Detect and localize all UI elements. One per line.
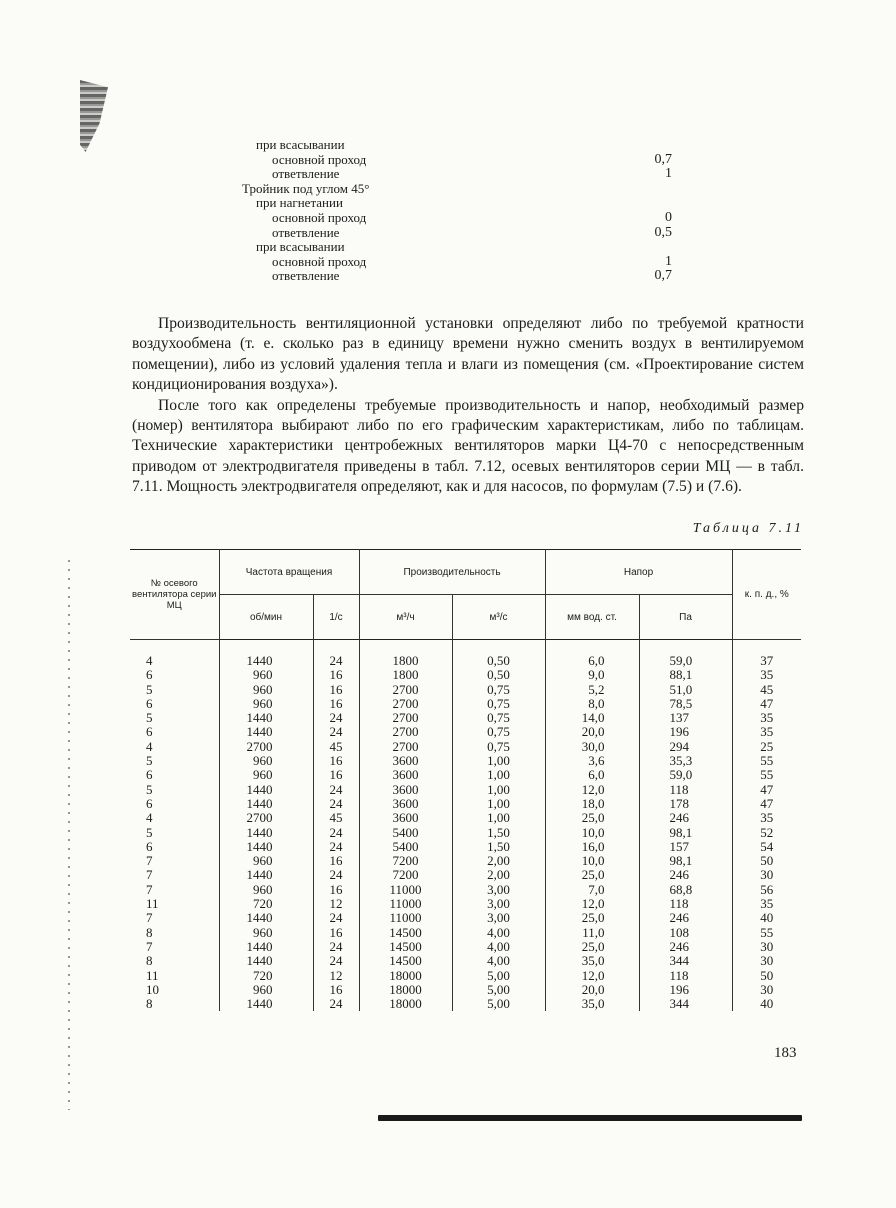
cell-head-pa: 108	[639, 926, 732, 940]
cell-capacity-second: 5,00	[452, 969, 545, 983]
coefficient-label: Тройник под углом 45°	[242, 180, 370, 196]
cell-head-pa: 246	[639, 811, 732, 825]
cell-head-pa: 246	[639, 911, 732, 925]
cell-fan-number: 5	[146, 753, 153, 769]
cell-speed-rpm: 960	[219, 926, 313, 940]
cell-head-mm: 10,0	[545, 854, 639, 868]
cell-speed-hz: 24	[313, 711, 359, 725]
cell-capacity-second: 1,00	[452, 797, 545, 811]
cell-head-mm: 11,0	[545, 926, 639, 940]
cell-fan-number: 7	[146, 853, 153, 869]
cell-speed-rpm: 960	[219, 983, 313, 997]
cell-capacity-second: 0,75	[452, 740, 545, 754]
cell-capacity-second: 3,00	[452, 883, 545, 897]
table-row	[130, 725, 801, 739]
cell-efficiency: 47	[732, 783, 801, 797]
coefficient-row	[230, 240, 700, 255]
cell-capacity-hourly: 1800	[359, 668, 452, 682]
cell-fan-number: 5	[146, 781, 153, 797]
coefficient-label: ответвление	[272, 166, 340, 182]
coefficient-row	[230, 153, 700, 168]
coefficient-value: 0	[665, 209, 672, 225]
cell-capacity-hourly: 1800	[359, 640, 452, 669]
cell-head-mm: 35,0	[545, 997, 639, 1011]
binding-edge	[68, 560, 70, 1110]
cell-capacity-second: 0,75	[452, 711, 545, 725]
cell-capacity-second: 4,00	[452, 926, 545, 940]
cell-speed-hz: 16	[313, 754, 359, 768]
cell-speed-rpm: 2700	[219, 811, 313, 825]
cell-speed-hz: 16	[313, 883, 359, 897]
header-capacity-second: м³/с	[452, 595, 545, 640]
cell-head-mm: 20,0	[545, 983, 639, 997]
table-row	[130, 797, 801, 811]
header-fan-number: № осевого вентилятора серии МЦ	[130, 550, 219, 640]
cell-capacity-hourly: 3600	[359, 783, 452, 797]
cell-head-pa: 344	[639, 997, 732, 1011]
cell-head-mm: 3,6	[545, 754, 639, 768]
coefficient-label: при всасывании	[256, 239, 345, 255]
cell-speed-rpm: 1440	[219, 826, 313, 840]
cell-speed-rpm: 1440	[219, 797, 313, 811]
cell-head-mm: 16,0	[545, 840, 639, 854]
cell-head-pa: 88,1	[639, 668, 732, 682]
table-caption: Таблица 7.11	[692, 521, 804, 536]
cell-head-pa: 246	[639, 940, 732, 954]
cell-head-pa: 59,0	[639, 768, 732, 782]
cell-capacity-hourly: 2700	[359, 740, 452, 754]
cell-head-mm: 9,0	[545, 668, 639, 682]
cell-speed-hz: 24	[313, 725, 359, 739]
cell-speed-rpm: 960	[219, 768, 313, 782]
cell-capacity-second: 2,00	[452, 868, 545, 882]
cell-speed-rpm: 1440	[219, 840, 313, 854]
cell-fan-number: 5	[146, 824, 153, 840]
table-row	[130, 711, 801, 725]
table-row	[130, 883, 801, 897]
cell-fan-number: 6	[146, 667, 153, 683]
cell-efficiency: 35	[732, 811, 801, 825]
cell-speed-rpm: 1440	[219, 954, 313, 968]
cell-speed-rpm: 960	[219, 683, 313, 697]
cell-capacity-hourly: 2700	[359, 711, 452, 725]
cell-speed-rpm: 1440	[219, 868, 313, 882]
bottom-rule	[378, 1115, 802, 1121]
cell-fan-number: 6	[146, 838, 153, 854]
cell-fan-number: 11	[146, 896, 159, 912]
cell-capacity-hourly: 14500	[359, 954, 452, 968]
cell-fan-number: 6	[146, 695, 153, 711]
header-speed-hz: 1/с	[313, 595, 359, 640]
coefficient-row	[230, 255, 700, 270]
coefficient-row	[230, 196, 700, 211]
cell-efficiency: 45	[732, 683, 801, 697]
header-head: Напор	[545, 550, 732, 595]
paragraph-fan-selection: После того как определены требуемые производительность и напор, необходимый размер (номер) вентилятора выбирают либо по его графическим характеристикам, либо по таблицам. Технические характеристики центробежных вентиляторов марки Ц4-70 с непосредственным приводом от электродвигателя приведены в табл. 7.12, осевых вентиляторов серии МЦ — в табл. 7.11. Мощность электродвигателя определяют, как и для насосов, по формулам (7.5) и (7.6).	[132, 396, 804, 496]
cell-head-pa: 118	[639, 783, 732, 797]
cell-capacity-second: 1,00	[452, 754, 545, 768]
coefficient-label: ответвление	[272, 268, 340, 284]
cell-efficiency: 25	[732, 740, 801, 754]
cell-head-mm: 8,0	[545, 697, 639, 711]
cell-speed-hz: 24	[313, 826, 359, 840]
cell-speed-hz: 12	[313, 969, 359, 983]
cell-efficiency: 47	[732, 797, 801, 811]
cell-capacity-second: 1,00	[452, 783, 545, 797]
paragraph-capacity: Производительность вентиляционной установки определяют либо по требуемой кратности воздухообмена (т. е. сколько раз в единицу времени нужно сменить воздух в вентилируемом помещении), либо из условий удаления тепла и влаги из помещения (см. «Проектирование систем кондиционирования воздуха»).	[132, 315, 804, 394]
cell-speed-rpm: 1440	[219, 783, 313, 797]
cell-fan-number: 4	[146, 653, 153, 668]
cell-fan-number: 6	[146, 724, 153, 740]
cell-efficiency: 52	[732, 826, 801, 840]
cell-speed-hz: 24	[313, 868, 359, 882]
cell-speed-hz: 16	[313, 983, 359, 997]
cell-speed-rpm: 1440	[219, 640, 313, 669]
cell-efficiency: 55	[732, 754, 801, 768]
cell-fan-number: 5	[146, 710, 153, 726]
cell-head-pa: 68,8	[639, 883, 732, 897]
cell-head-mm: 25,0	[545, 911, 639, 925]
cell-capacity-hourly: 7200	[359, 868, 452, 882]
cell-efficiency: 50	[732, 969, 801, 983]
cell-fan-number: 7	[146, 910, 153, 926]
cell-efficiency: 47	[732, 697, 801, 711]
cell-capacity-second: 5,00	[452, 997, 545, 1011]
cell-head-mm: 25,0	[545, 868, 639, 882]
cell-fan-number: 10	[146, 981, 159, 997]
cell-speed-rpm: 720	[219, 897, 313, 911]
cell-capacity-second: 2,00	[452, 854, 545, 868]
cell-capacity-hourly: 7200	[359, 854, 452, 868]
cell-speed-hz: 45	[313, 740, 359, 754]
cell-head-pa: 98,1	[639, 826, 732, 840]
cell-capacity-hourly: 2700	[359, 725, 452, 739]
cell-speed-hz: 16	[313, 854, 359, 868]
cell-fan-number: 8	[146, 924, 153, 940]
table-row	[130, 897, 801, 911]
cell-fan-number: 4	[146, 810, 153, 826]
cell-head-mm: 25,0	[545, 940, 639, 954]
cell-capacity-second: 1,00	[452, 811, 545, 825]
cell-capacity-second: 5,00	[452, 983, 545, 997]
cell-fan-number: 6	[146, 795, 153, 811]
cell-head-mm: 18,0	[545, 797, 639, 811]
coefficient-row	[230, 226, 700, 241]
table-row	[130, 811, 801, 825]
cell-speed-hz: 24	[313, 940, 359, 954]
cell-speed-rpm: 960	[219, 697, 313, 711]
cell-speed-hz: 24	[313, 840, 359, 854]
cell-efficiency: 54	[732, 840, 801, 854]
cell-head-mm: 5,2	[545, 683, 639, 697]
cell-capacity-hourly: 3600	[359, 811, 452, 825]
cell-capacity-second: 1,50	[452, 826, 545, 840]
cell-efficiency: 35	[732, 725, 801, 739]
cell-head-pa: 344	[639, 954, 732, 968]
cell-speed-hz: 16	[313, 697, 359, 711]
cell-fan-number: 7	[146, 938, 153, 954]
cell-head-pa: 78,5	[639, 697, 732, 711]
cell-capacity-hourly: 3600	[359, 754, 452, 768]
coefficient-label: основной проход	[272, 253, 367, 269]
cell-speed-hz: 24	[313, 783, 359, 797]
cell-efficiency: 40	[732, 997, 801, 1011]
cell-speed-rpm: 960	[219, 854, 313, 868]
cell-fan-number: 6	[146, 767, 153, 783]
cell-head-pa: 246	[639, 868, 732, 882]
cell-capacity-hourly: 5400	[359, 840, 452, 854]
cell-capacity-second: 0,75	[452, 683, 545, 697]
cell-capacity-second: 4,00	[452, 940, 545, 954]
cell-efficiency: 40	[732, 911, 801, 925]
table-row	[130, 768, 801, 782]
cell-head-mm: 10,0	[545, 826, 639, 840]
cell-head-mm: 30,0	[545, 740, 639, 754]
header-capacity-hourly: м³/ч	[359, 595, 452, 640]
coefficient-value: 0,5	[654, 224, 672, 240]
cell-capacity-second: 0,75	[452, 697, 545, 711]
cell-capacity-second: 1,00	[452, 768, 545, 782]
cell-speed-rpm: 1440	[219, 940, 313, 954]
resistance-coefficient-list	[230, 138, 700, 284]
cell-speed-hz: 16	[313, 768, 359, 782]
header-efficiency: к. п. д., %	[732, 550, 801, 640]
cell-head-mm: 12,0	[545, 969, 639, 983]
cell-capacity-second: 4,00	[452, 954, 545, 968]
table-row	[130, 997, 801, 1011]
table-row	[130, 826, 801, 840]
table-row	[130, 969, 801, 983]
cell-speed-hz: 12	[313, 897, 359, 911]
cell-fan-number: 8	[146, 953, 153, 969]
table-row	[130, 840, 801, 854]
cell-capacity-second: 3,00	[452, 897, 545, 911]
table-row	[130, 926, 801, 940]
cell-head-pa: 98,1	[639, 854, 732, 868]
cell-head-pa: 51,0	[639, 683, 732, 697]
cell-speed-hz: 16	[313, 668, 359, 682]
table-row	[130, 683, 801, 697]
cell-capacity-hourly: 14500	[359, 926, 452, 940]
body-text	[132, 314, 804, 498]
cell-head-pa: 118	[639, 969, 732, 983]
table-row	[130, 868, 801, 882]
table-body	[130, 640, 801, 1012]
cell-efficiency: 37	[732, 640, 801, 669]
scan-artifact	[80, 80, 108, 152]
cell-head-pa: 59,0	[639, 640, 732, 669]
cell-head-pa: 178	[639, 797, 732, 811]
cell-efficiency: 30	[732, 983, 801, 997]
cell-capacity-hourly: 18000	[359, 997, 452, 1011]
cell-speed-rpm: 1440	[219, 911, 313, 925]
fan-characteristics-table	[130, 549, 801, 1011]
cell-speed-hz: 24	[313, 997, 359, 1011]
header-head-mm: мм вод. ст.	[545, 595, 639, 640]
cell-capacity-second: 0,75	[452, 725, 545, 739]
cell-fan-number: 7	[146, 867, 153, 883]
header-head-pa: Па	[639, 595, 732, 640]
table-row	[130, 740, 801, 754]
cell-speed-rpm: 960	[219, 754, 313, 768]
cell-capacity-hourly: 11000	[359, 911, 452, 925]
cell-efficiency: 30	[732, 868, 801, 882]
cell-speed-hz: 24	[313, 797, 359, 811]
cell-capacity-hourly: 18000	[359, 969, 452, 983]
cell-head-pa: 294	[639, 740, 732, 754]
cell-efficiency: 55	[732, 926, 801, 940]
cell-speed-rpm: 1440	[219, 711, 313, 725]
table-row	[130, 854, 801, 868]
cell-speed-rpm: 720	[219, 969, 313, 983]
coefficient-row	[230, 167, 700, 182]
table-row	[130, 640, 801, 669]
cell-efficiency: 35	[732, 897, 801, 911]
coefficient-label: ответвление	[272, 224, 340, 240]
page-number: 183	[774, 1045, 797, 1061]
cell-speed-rpm: 1440	[219, 725, 313, 739]
header-rotation-speed: Частота вращения	[219, 550, 359, 595]
cell-capacity-hourly: 3600	[359, 797, 452, 811]
cell-fan-number: 5	[146, 681, 153, 697]
cell-capacity-second: 3,00	[452, 911, 545, 925]
table-row	[130, 754, 801, 768]
cell-speed-rpm: 960	[219, 668, 313, 682]
cell-head-mm: 25,0	[545, 811, 639, 825]
coefficient-label: основной проход	[272, 151, 367, 167]
cell-capacity-second: 0,50	[452, 668, 545, 682]
cell-speed-hz: 24	[313, 640, 359, 669]
table-row	[130, 697, 801, 711]
cell-head-pa: 35,3	[639, 754, 732, 768]
table-row	[130, 983, 801, 997]
header-speed-rpm: об/мин	[219, 595, 313, 640]
coefficient-row	[230, 269, 700, 284]
coefficient-value: 0,7	[654, 268, 672, 284]
cell-speed-hz: 24	[313, 911, 359, 925]
cell-efficiency: 30	[732, 954, 801, 968]
cell-speed-hz: 16	[313, 926, 359, 940]
cell-speed-rpm: 1440	[219, 997, 313, 1011]
table-row	[130, 954, 801, 968]
cell-head-mm: 20,0	[545, 725, 639, 739]
cell-head-mm: 12,0	[545, 897, 639, 911]
coefficient-value: 1	[665, 253, 672, 269]
cell-capacity-hourly: 3600	[359, 768, 452, 782]
cell-speed-rpm: 960	[219, 883, 313, 897]
table-row	[130, 783, 801, 797]
cell-capacity-hourly: 2700	[359, 697, 452, 711]
coefficient-row	[230, 182, 700, 197]
coefficient-label: основной проход	[272, 209, 367, 225]
cell-efficiency: 55	[732, 768, 801, 782]
cell-capacity-hourly: 18000	[359, 983, 452, 997]
table-row	[130, 668, 801, 682]
cell-head-pa: 118	[639, 897, 732, 911]
cell-head-mm: 12,0	[545, 783, 639, 797]
cell-capacity-hourly: 2700	[359, 683, 452, 697]
cell-capacity-hourly: 5400	[359, 826, 452, 840]
table-row	[130, 911, 801, 925]
cell-head-mm: 6,0	[545, 768, 639, 782]
cell-head-pa: 157	[639, 840, 732, 854]
cell-capacity-hourly: 11000	[359, 897, 452, 911]
cell-efficiency: 30	[732, 940, 801, 954]
coefficient-row	[230, 138, 700, 153]
cell-capacity-second: 1,50	[452, 840, 545, 854]
coefficient-value: 1	[665, 166, 672, 182]
cell-fan-number: 11	[146, 967, 159, 983]
cell-head-pa: 196	[639, 725, 732, 739]
cell-capacity-hourly: 11000	[359, 883, 452, 897]
coefficient-label: при всасывании	[256, 137, 345, 152]
cell-fan-number: 7	[146, 881, 153, 897]
coefficient-label: при нагнетании	[256, 195, 343, 211]
cell-fan-number: 4	[146, 738, 153, 754]
cell-efficiency: 35	[732, 668, 801, 682]
cell-head-mm: 14,0	[545, 711, 639, 725]
cell-capacity-hourly: 14500	[359, 940, 452, 954]
coefficient-row	[230, 211, 700, 226]
cell-fan-number: 8	[146, 996, 153, 1012]
header-capacity: Производительность	[359, 550, 545, 595]
cell-head-mm: 7,0	[545, 883, 639, 897]
cell-capacity-second: 0,50	[452, 640, 545, 669]
cell-head-mm: 6,0	[545, 640, 639, 669]
coefficient-value: 0,7	[654, 151, 672, 167]
cell-efficiency: 56	[732, 883, 801, 897]
cell-speed-hz: 24	[313, 954, 359, 968]
cell-speed-hz: 16	[313, 683, 359, 697]
cell-efficiency: 35	[732, 711, 801, 725]
cell-head-mm: 35,0	[545, 954, 639, 968]
table-row	[130, 940, 801, 954]
cell-head-pa: 137	[639, 711, 732, 725]
cell-speed-hz: 45	[313, 811, 359, 825]
cell-efficiency: 50	[732, 854, 801, 868]
cell-speed-rpm: 2700	[219, 740, 313, 754]
cell-head-pa: 196	[639, 983, 732, 997]
